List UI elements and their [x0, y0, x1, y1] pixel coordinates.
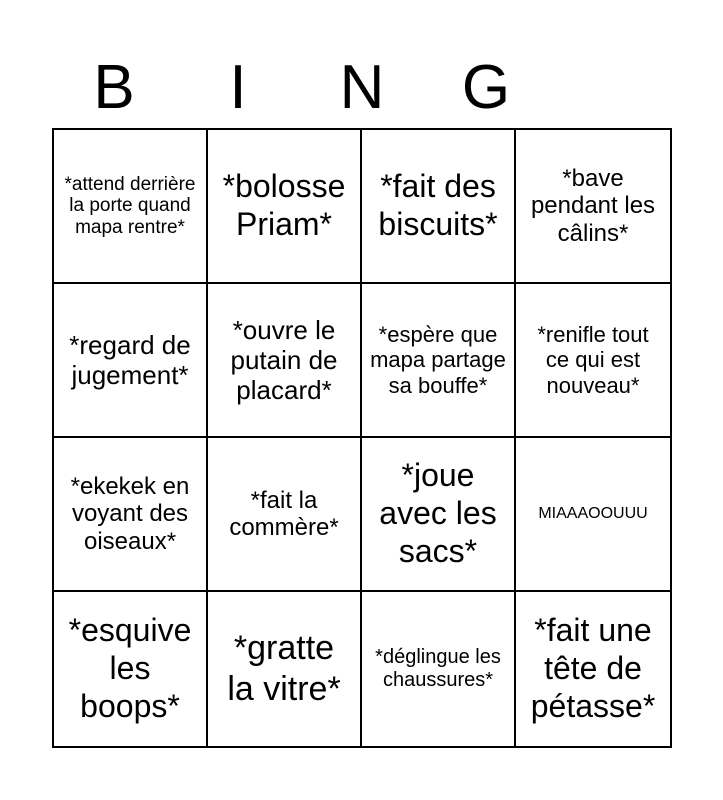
- header-letter-n: N: [339, 53, 385, 122]
- cell-text: *gratte la vitre*: [227, 629, 341, 708]
- bingo-cell[interactable]: [208, 130, 362, 284]
- cell-text: *esquive les boops*: [68, 612, 192, 724]
- cell-text: *bave pendant les câlins*: [530, 164, 656, 247]
- cell-text: *ouvre le putain de placard*: [230, 314, 338, 406]
- bingo-cell[interactable]: [208, 592, 362, 746]
- bingo-cell[interactable]: [54, 592, 208, 746]
- bingo-cell[interactable]: [208, 284, 362, 438]
- header-letter-b: B: [93, 53, 135, 122]
- bingo-cell[interactable]: [516, 438, 670, 592]
- bingo-cell[interactable]: [516, 130, 670, 284]
- cell-text: *joue avec les sacs*: [379, 457, 497, 569]
- bingo-cell[interactable]: [362, 592, 516, 746]
- cell-text: *fait une tête de pétasse*: [530, 612, 656, 724]
- cell-text: *fait des biscuits*: [378, 168, 498, 242]
- cell-text: *fait la commère*: [229, 486, 339, 541]
- cell-text: *déglingue les chaussures*: [375, 646, 501, 691]
- bingo-cell[interactable]: [208, 438, 362, 592]
- header-letter-g: G: [461, 53, 511, 122]
- cell-text: *attend derrière la porte quand mapa rentre*: [64, 173, 196, 238]
- cell-text: *renifle tout ce qui est nouveau*: [537, 322, 649, 398]
- cell-text: *bolosse Priam*: [222, 168, 346, 242]
- bingo-grid: [52, 128, 672, 748]
- bingo-cell[interactable]: [516, 284, 670, 438]
- header-letter-i: I: [229, 53, 247, 122]
- bingo-cell[interactable]: [362, 130, 516, 284]
- bingo-header: [52, 48, 672, 128]
- cell-text: *ekekek en voyant des oiseaux*: [70, 472, 190, 555]
- bingo-cell[interactable]: [54, 130, 208, 284]
- cell-text: *regard de jugement*: [69, 329, 191, 390]
- bingo-cell[interactable]: [362, 438, 516, 592]
- bingo-cell[interactable]: [54, 284, 208, 438]
- cell-text: MIAAAOOUUU: [538, 505, 648, 523]
- bingo-cell[interactable]: [516, 592, 670, 746]
- cell-text: *espère que mapa partage sa bouffe*: [370, 322, 506, 398]
- bingo-cell[interactable]: [362, 284, 516, 438]
- bingo-cell[interactable]: [54, 438, 208, 592]
